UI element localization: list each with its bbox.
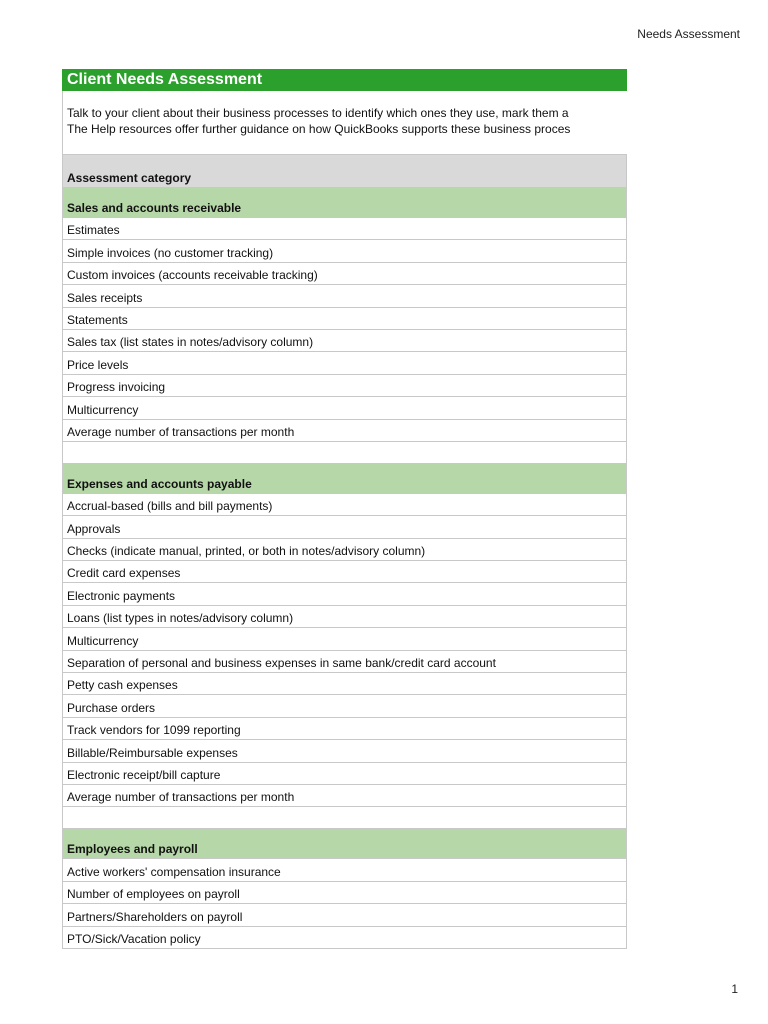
spacer-row xyxy=(62,807,627,829)
page-number: 1 xyxy=(731,982,738,996)
assessment-table xyxy=(62,154,627,949)
section-header-sales: Sales and accounts receivable xyxy=(62,188,627,218)
table-row: Partners/Shareholders on payroll xyxy=(62,904,627,926)
table-row: Petty cash expenses xyxy=(62,673,627,695)
intro-line: Talk to your client about their business processes to identify which ones they use, mark them a xyxy=(67,106,569,120)
table-row: Sales receipts xyxy=(62,285,627,307)
table-row: Separation of personal and business expenses in same bank/credit card account xyxy=(62,651,627,673)
table-row: Billable/Reimbursable expenses xyxy=(62,740,627,762)
table-row: Credit card expenses xyxy=(62,561,627,583)
page-title: Client Needs Assessment xyxy=(62,69,627,91)
table-row: Loans (list types in notes/advisory column) xyxy=(62,606,627,628)
page-header: Needs Assessment xyxy=(637,27,740,41)
table-row: Average number of transactions per month xyxy=(62,420,627,442)
table-row: Electronic receipt/bill capture xyxy=(62,763,627,785)
table-row: Approvals xyxy=(62,516,627,538)
table-row: Multicurrency xyxy=(62,628,627,650)
table-row: Price levels xyxy=(62,352,627,374)
spacer-row xyxy=(62,442,627,464)
table-row: Sales tax (list states in notes/advisory column) xyxy=(62,330,627,352)
table-row: Statements xyxy=(62,308,627,330)
intro-line: The Help resources offer further guidance on how QuickBooks supports these business proces xyxy=(67,122,571,136)
section-header-payroll: Employees and payroll xyxy=(62,829,627,859)
table-row: Estimates xyxy=(62,218,627,240)
table-row: Purchase orders xyxy=(62,695,627,717)
table-row: Electronic payments xyxy=(62,583,627,605)
table-row: Number of employees on payroll xyxy=(62,882,627,904)
table-row: Track vendors for 1099 reporting xyxy=(62,718,627,740)
table-row: Checks (indicate manual, printed, or both in notes/advisory column) xyxy=(62,539,627,561)
section-header-expenses: Expenses and accounts payable xyxy=(62,464,627,494)
table-row: Accrual-based (bills and bill payments) xyxy=(62,494,627,516)
table-row: Progress invoicing xyxy=(62,375,627,397)
table-row: Multicurrency xyxy=(62,397,627,419)
table-row: PTO/Sick/Vacation policy xyxy=(62,927,627,949)
intro-text xyxy=(62,91,627,154)
table-row: Simple invoices (no customer tracking) xyxy=(62,240,627,262)
table-row: Custom invoices (accounts receivable tracking) xyxy=(62,263,627,285)
table-row: Active workers' compensation insurance xyxy=(62,859,627,881)
category-header: Assessment category xyxy=(62,154,627,188)
table-row: Average number of transactions per month xyxy=(62,785,627,807)
